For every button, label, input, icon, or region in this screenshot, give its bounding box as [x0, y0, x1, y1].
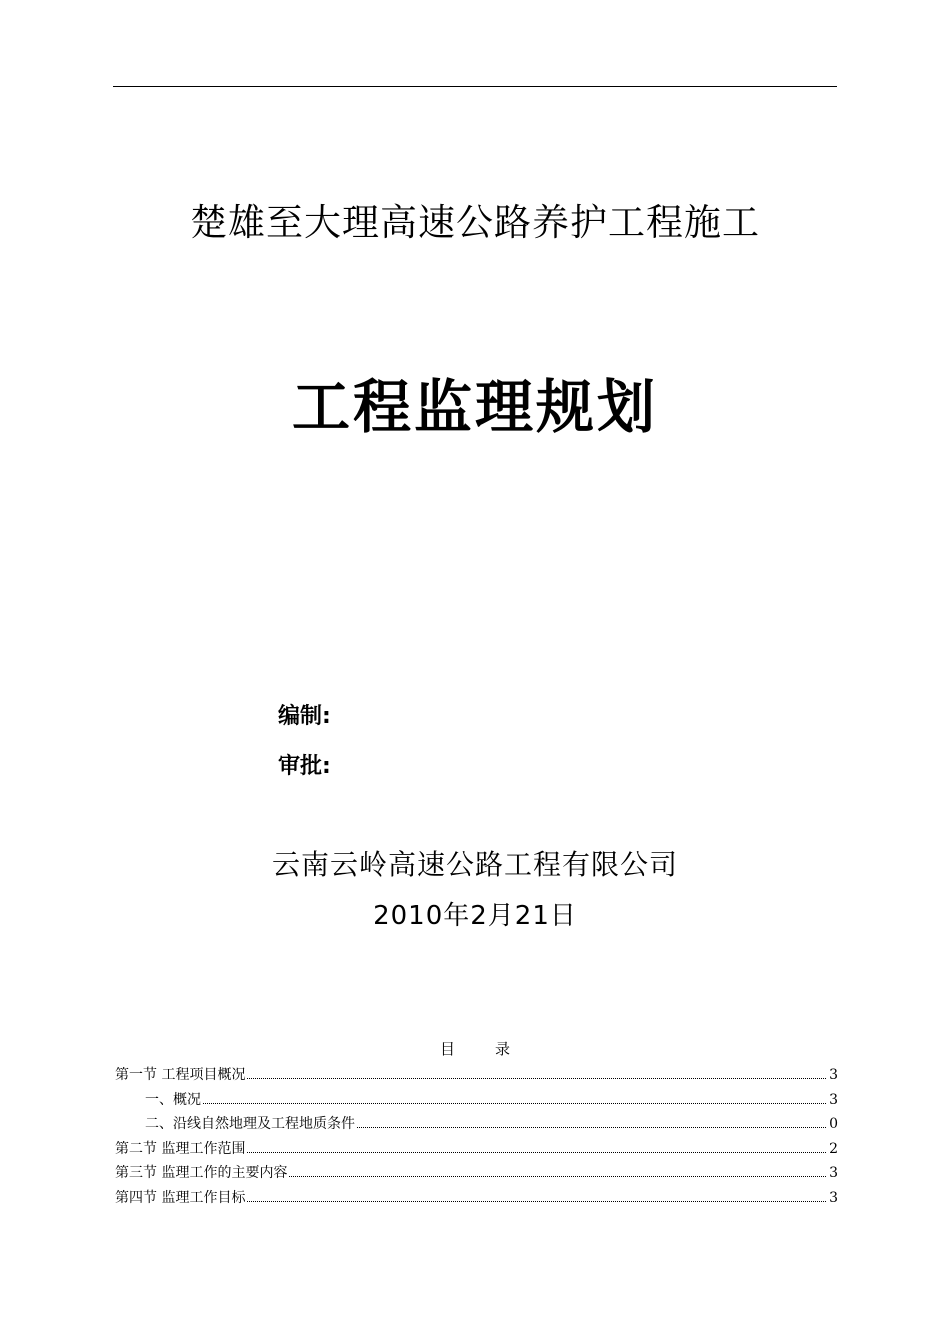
toc-entry[interactable]: [115, 1186, 838, 1211]
toc-entry-title: 第三节 监理工作的主要内容: [115, 1165, 288, 1181]
table-of-contents: [115, 1063, 838, 1210]
toc-leader-dots: [203, 1103, 826, 1104]
toc-leader-dots: [247, 1078, 826, 1079]
toc-entry-page: 3: [829, 1091, 838, 1108]
toc-entry-title: 第二节 监理工作范围: [115, 1140, 246, 1157]
toc-heading-right: 录: [495, 1040, 511, 1058]
toc-entry-page: 2: [829, 1140, 838, 1157]
toc-entry[interactable]: [115, 1112, 838, 1137]
toc-leader-dots: [357, 1127, 826, 1128]
toc-heading-left: 目: [439, 1040, 455, 1058]
toc-entry-page: 3: [829, 1067, 838, 1083]
toc-leader-dots: [247, 1201, 826, 1202]
company-name: 云南云岭高速公路工程有限公司: [271, 848, 678, 881]
toc-entry-page: 0: [829, 1116, 838, 1132]
compiled-by-label: 编制:: [278, 704, 331, 729]
toc-entry-page: 3: [829, 1165, 838, 1181]
document-date: 2010年2月21日: [373, 901, 577, 931]
toc-entry-page: 3: [829, 1189, 838, 1206]
toc-leader-dots: [247, 1152, 826, 1153]
toc-heading: [0, 1038, 950, 1059]
toc-entry[interactable]: [115, 1137, 838, 1162]
toc-entry-title: 一、概况: [145, 1091, 201, 1108]
toc-entry[interactable]: [115, 1088, 838, 1113]
toc-leader-dots: [289, 1176, 826, 1177]
document-title-line1: 楚雄至大理高速公路养护工程施工: [190, 201, 760, 244]
approved-by-label: 审批:: [278, 754, 331, 779]
toc-entry-title: 二、沿线自然地理及工程地质条件: [145, 1116, 355, 1132]
document-title-line2: 工程监理规划: [291, 373, 658, 441]
toc-entry[interactable]: [115, 1063, 838, 1088]
toc-entry-title: 第四节 监理工作目标: [115, 1189, 246, 1206]
header-rule: [113, 86, 837, 87]
toc-entry-title: 第一节 工程项目概况: [115, 1067, 246, 1083]
toc-entry[interactable]: [115, 1161, 838, 1186]
